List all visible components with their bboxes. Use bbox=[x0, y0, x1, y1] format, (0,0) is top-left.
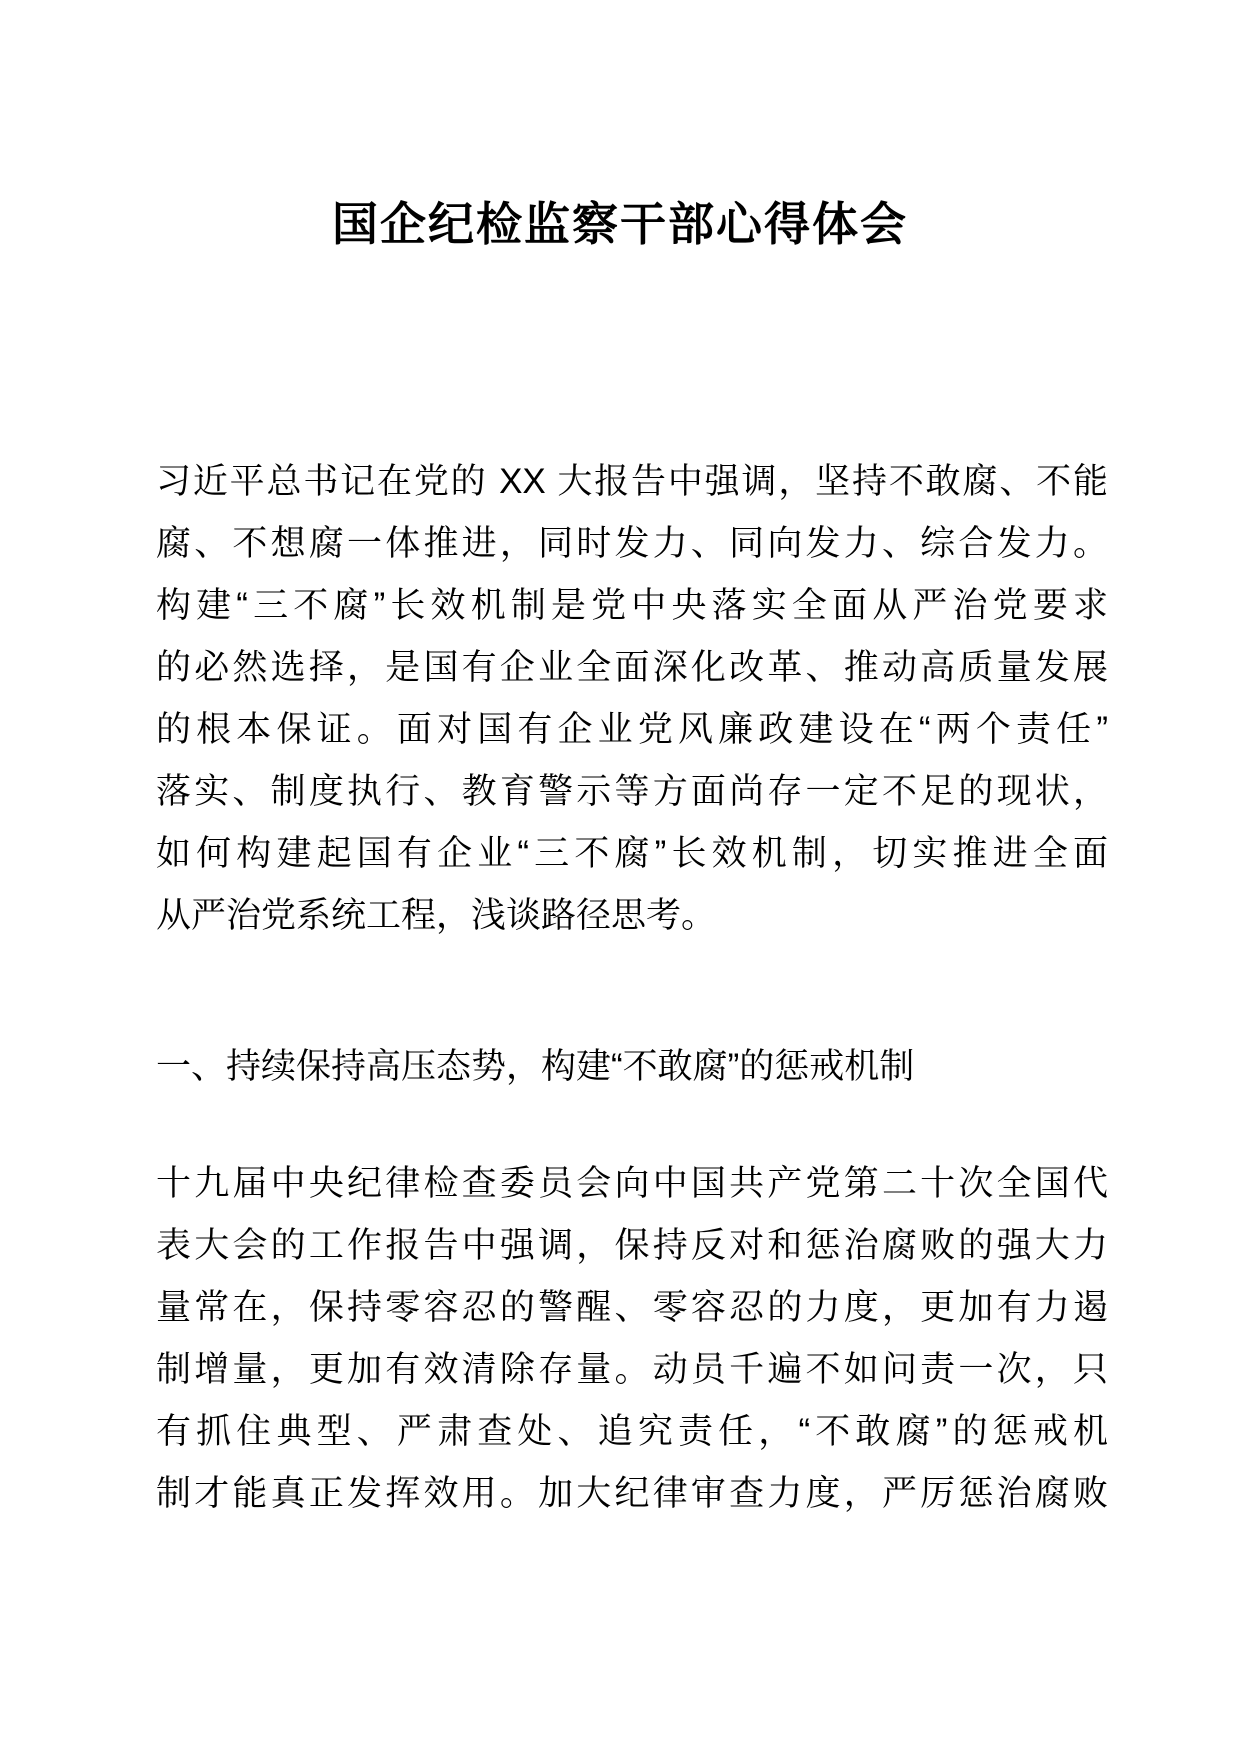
text-line: 习近平总书记在党的 XX 大报告中强调，坚持不敢腐、不能 bbox=[156, 462, 1108, 501]
text-line: 十九届中央纪律检查委员会向中国共产党第二十次全国代 bbox=[156, 1164, 1108, 1203]
section-heading: 一、持续保持高压态势，构建“不敢腐”的惩戒机制 bbox=[156, 1047, 915, 1086]
text-line: 制增量，更加有效清除存量。动员千遍不如问责一次，只 bbox=[156, 1350, 1108, 1389]
text-line: 表大会的工作报告中强调，保持反对和惩治腐败的强大力 bbox=[156, 1226, 1108, 1265]
text-line: 制才能真正发挥效用。加大纪律审查力度，严厉惩治腐败 bbox=[156, 1474, 1108, 1513]
text-line: 构建“三不腐”长效机制是党中央落实全面从严治党要求 bbox=[156, 586, 1108, 625]
text-line: 量常在，保持零容忍的警醒、零容忍的力度，更加有力遏 bbox=[156, 1288, 1108, 1327]
text-line: 从严治党系统工程，浅谈路径思考。 bbox=[156, 896, 717, 935]
text-line: 落实、制度执行、教育警示等方面尚存一定不足的现状， bbox=[156, 772, 1108, 811]
text-line: 腐、不想腐一体推进，同时发力、同向发力、综合发力。 bbox=[156, 524, 1108, 563]
text-line: 如何构建起国有企业“三不腐”长效机制，切实推进全面 bbox=[156, 834, 1108, 873]
paragraph-2 bbox=[156, 1153, 1108, 1525]
text-line: 的根本保证。面对国有企业党风廉政建设在“两个责任” bbox=[156, 710, 1108, 749]
text-line: 有抓住典型、严肃查处、追究责任，“不敢腐”的惩戒机 bbox=[156, 1412, 1108, 1451]
text-line: 的必然选择，是国有企业全面深化改革、推动高质量发展 bbox=[156, 648, 1108, 687]
document-title: 国企纪检监察干部心得体会 bbox=[332, 198, 908, 250]
paragraph-1 bbox=[156, 451, 1108, 947]
